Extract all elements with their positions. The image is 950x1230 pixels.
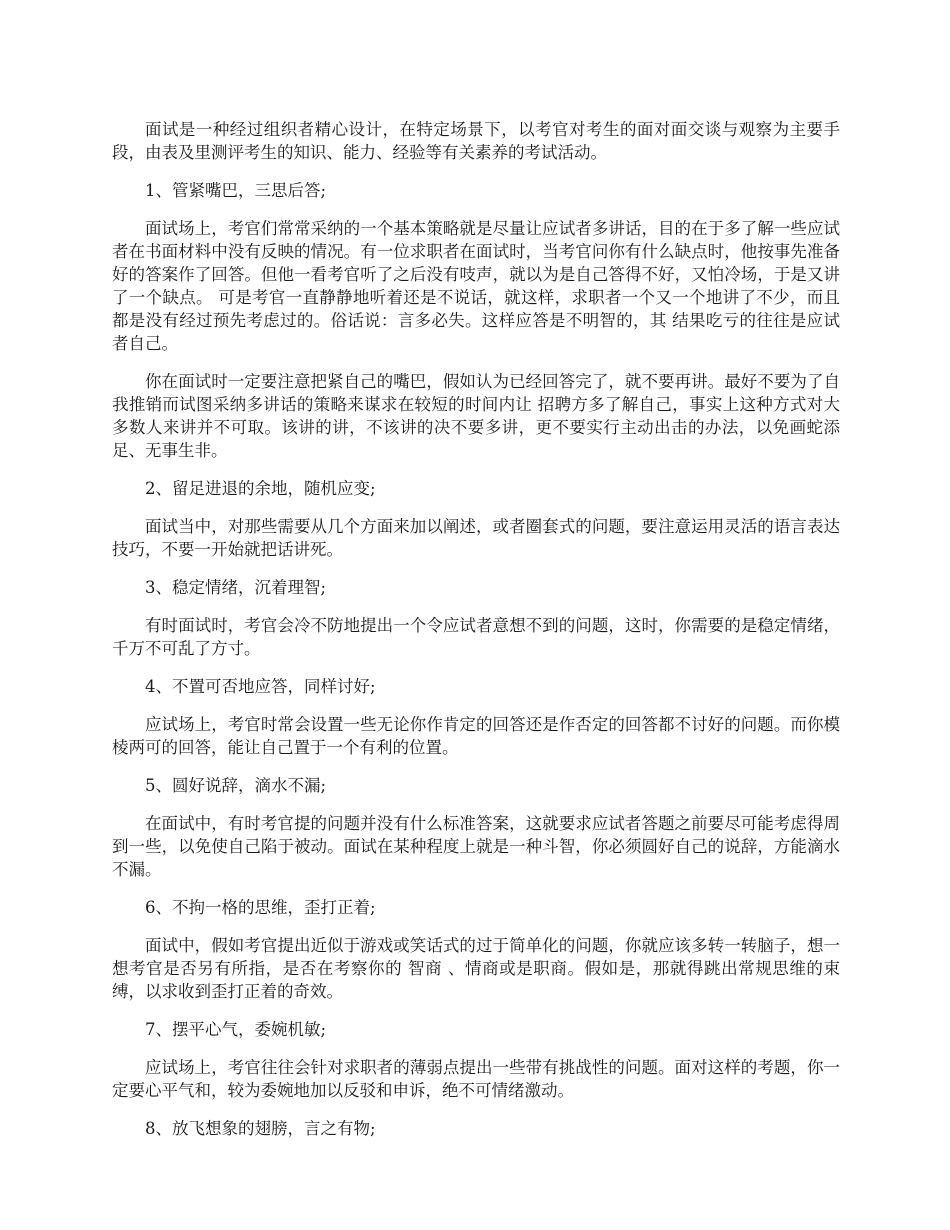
section-heading-7: 7、摆平心气，委婉机敏; [145, 1020, 327, 1039]
section-heading-3: 3、稳定情绪，沉着理智; [145, 578, 327, 597]
section-1-paragraph-1: 面试场上，考官们常常采纳的一个基本策略就是尽量让应试者多讲话，目的在于多了解一些应试者在书面材料中没有反映的情况。有一位求职者在面试时，当考官问你有什么缺点时，他按事先准备好的答案作了回答。但他一看考官听了之后没有吱声，就以为是自己答得不好，又怕冷场，于是又讲了一个缺点。 可是考官一直静静地听着还是不说话，就这样，求职者一个又一个地讲了不少，而且都是没有经过预先考虑过的。俗话说：言多必失。这样应答是不明智的，其 结果吃亏的往往是应试者自己。 [112, 219, 840, 353]
section-5-paragraph: 在面试中，有时考官提的问题并没有什么标准答案，这就要求应试者答题之前要尽可能考虑得周到一些，以免使自己陷于被动。面试在某种程度上就是一种斗智，你必须圆好自己的说辞，方能滴水不漏。 [112, 814, 840, 879]
section-2-paragraph: 面试当中，对那些需要从几个方面来加以阐述，或者圈套式的问题，要注意运用灵活的语言表达技巧，不要一开始就把话讲死。 [112, 517, 840, 559]
section-1-paragraph-2: 你在面试时一定要注意把紧自己的嘴巴，假如认为已经回答完了，就不要再讲。最好不要为了自我推销而试图采纳多讲话的策略来谋求在较短的时间内让 招聘方多了解自己，事实上这种方式对大多数人来讲并不可取。该讲的讲，不该讲的决不要多讲，更不要实行主动出击的办法，以免画蛇添足、无事生非。 [112, 372, 840, 460]
section-heading-5: 5、圆好说辞，滴水不漏; [145, 776, 327, 795]
document-page [112, 118, 840, 1155]
section-heading-6: 6、不拘一格的思维，歪打正着; [145, 898, 376, 917]
section-4-paragraph: 应试场上，考官时常会设置一些无论你作肯定的回答还是作否定的回答都不讨好的问题。而你模棱两可的回答，能让自己置于一个有利的位置。 [112, 715, 840, 757]
section-6-paragraph: 面试中，假如考官提出近似于游戏或笑话式的过于简单化的问题，你就应该多转一转脑子，想一想考官是否另有所指，是否在考察你的 智商 、情商或是职商。假如是，那就得跳出常规思维的束缚，以求收到歪打正着的奇效。 [112, 936, 840, 1001]
section-7-paragraph: 应试场上，考官往往会针对求职者的薄弱点提出一些带有挑战性的问题。面对这样的考题，你一定要心平气和，较为委婉地加以反驳和申诉，绝不可情绪激动。 [112, 1058, 840, 1100]
section-heading-2: 2、留足进退的余地，随机应变; [145, 479, 376, 498]
intro-paragraph: 面试是一种经过组织者精心设计，在特定场景下，以考官对考生的面对面交谈与观察为主要手段，由表及里测评考生的知识、能力、经验等有关素养的考试活动。 [112, 120, 840, 162]
section-heading-1: 1、管紧嘴巴，三思后答; [145, 181, 327, 200]
section-heading-4: 4、不置可否地应答，同样讨好; [145, 677, 376, 696]
section-heading-8: 8、放飞想象的翅膀，言之有物; [145, 1119, 376, 1138]
section-3-paragraph: 有时面试时，考官会冷不防地提出一个令应试者意想不到的问题，这时，你需要的是稳定情绪，千万不可乱了方寸。 [112, 616, 840, 658]
